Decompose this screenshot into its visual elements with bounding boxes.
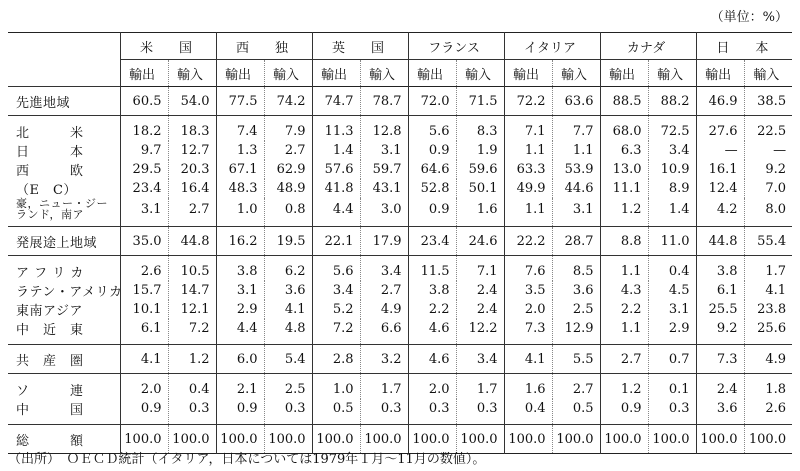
export-value: 1.1 (504, 198, 552, 227)
import-value: 100.0 (456, 425, 504, 454)
export-value: 0.4 (504, 399, 552, 425)
import-value: 1.6 (456, 198, 504, 227)
import-value: 72.5 (648, 116, 696, 142)
import-value: 3.4 (648, 141, 696, 160)
table-row (8, 227, 792, 256)
import-value: 18.3 (168, 116, 216, 142)
import-value: 71.5 (456, 87, 504, 116)
import-value: 1.7 (744, 256, 792, 282)
import-header: 輸入 (456, 60, 504, 87)
import-value: 7.1 (456, 256, 504, 282)
import-value: 11.0 (648, 227, 696, 256)
import-value: 100.0 (552, 425, 600, 454)
export-value: 2.2 (600, 300, 648, 319)
export-value: 0.9 (600, 399, 648, 425)
export-value: 0.9 (216, 399, 264, 425)
export-value: 100.0 (504, 425, 552, 454)
export-value: 1.6 (504, 374, 552, 400)
import-value: 12.2 (456, 319, 504, 345)
export-value: 10.1 (120, 300, 168, 319)
export-value: 46.9 (696, 87, 744, 116)
import-value: 44.6 (552, 179, 600, 198)
import-value: 0.8 (264, 198, 312, 227)
export-value: 1.3 (216, 141, 264, 160)
export-value: 2.0 (408, 374, 456, 400)
import-value: 50.1 (456, 179, 504, 198)
unit-note: （単位：%） (710, 10, 788, 25)
import-value: 20.3 (168, 160, 216, 179)
export-value: 1.0 (216, 198, 264, 227)
export-value: 18.2 (120, 116, 168, 142)
import-value: 3.4 (360, 256, 408, 282)
export-value: 0.9 (120, 399, 168, 425)
import-value: 44.8 (168, 227, 216, 256)
export-value: 64.6 (408, 160, 456, 179)
import-value: 2.7 (168, 198, 216, 227)
export-value: 57.6 (312, 160, 360, 179)
import-value: 17.9 (360, 227, 408, 256)
import-value: 38.5 (744, 87, 792, 116)
import-value: 19.5 (264, 227, 312, 256)
table-row (8, 300, 792, 319)
import-value: 5.5 (552, 345, 600, 374)
export-value: 0.9 (408, 141, 456, 160)
import-value: 100.0 (744, 425, 792, 454)
export-value: 2.1 (216, 374, 264, 400)
import-value: 0.1 (648, 374, 696, 400)
table-row (8, 141, 792, 160)
import-value: 5.4 (264, 345, 312, 374)
import-value: 74.2 (264, 87, 312, 116)
import-value: 2.4 (456, 281, 504, 300)
export-value: 27.6 (696, 116, 744, 142)
import-value: 53.9 (552, 160, 600, 179)
import-value: 12.1 (168, 300, 216, 319)
export-value: 1.2 (600, 374, 648, 400)
export-value: 9.2 (696, 319, 744, 345)
export-value: 0.9 (408, 198, 456, 227)
export-value: 1.1 (600, 256, 648, 282)
import-value: 2.6 (744, 399, 792, 425)
export-value: 7.3 (504, 319, 552, 345)
export-value: 12.4 (696, 179, 744, 198)
import-value: 25.6 (744, 319, 792, 345)
import-value: 16.4 (168, 179, 216, 198)
import-value: 2.7 (264, 141, 312, 160)
export-value: 63.3 (504, 160, 552, 179)
export-value: 2.9 (216, 300, 264, 319)
export-value: 3.8 (696, 256, 744, 282)
export-value: 4.6 (408, 319, 456, 345)
export-value: 1.4 (312, 141, 360, 160)
country-header: フランス (408, 33, 504, 60)
export-value: 48.3 (216, 179, 264, 198)
export-value: 11.5 (408, 256, 456, 282)
country-header: イタリア (504, 33, 600, 60)
import-value: 1.4 (648, 198, 696, 227)
import-value: 2.9 (648, 319, 696, 345)
import-value: 0.7 (648, 345, 696, 374)
export-header: 輸出 (696, 60, 744, 87)
import-value: 9.2 (744, 160, 792, 179)
import-value: 2.7 (552, 374, 600, 400)
import-value: 24.6 (456, 227, 504, 256)
import-value: 28.7 (552, 227, 600, 256)
export-value: 100.0 (120, 425, 168, 454)
row-label: 西 欧 (16, 164, 84, 179)
country-header: カナダ (600, 33, 696, 60)
export-value: 2.2 (408, 300, 456, 319)
header-corner (8, 33, 120, 87)
import-value: 2.4 (456, 300, 504, 319)
import-header: 輸入 (552, 60, 600, 87)
export-value: 100.0 (408, 425, 456, 454)
import-value: 62.9 (264, 160, 312, 179)
import-header: 輸入 (264, 60, 312, 87)
export-value: 72.0 (408, 87, 456, 116)
row-label: 日 本 (16, 145, 84, 160)
export-value: 3.8 (408, 281, 456, 300)
table-header (8, 33, 792, 87)
export-value: 1.0 (312, 374, 360, 400)
table-row (8, 374, 792, 400)
export-value: 25.5 (696, 300, 744, 319)
import-value: 100.0 (264, 425, 312, 454)
export-value: 44.8 (696, 227, 744, 256)
import-header: 輸入 (360, 60, 408, 87)
row-label: 発展途上地域 (8, 227, 120, 256)
import-value: 0.3 (360, 399, 408, 425)
export-value: 6.3 (600, 141, 648, 160)
row-label: 豪，ニュー・ジーランド，南ア (16, 197, 108, 221)
import-value: 1.8 (744, 374, 792, 400)
table-body (8, 87, 792, 454)
export-value: 2.7 (600, 345, 648, 374)
export-value: 7.1 (504, 116, 552, 142)
import-value: 59.6 (456, 160, 504, 179)
import-value: 1.9 (456, 141, 504, 160)
export-value: 88.5 (600, 87, 648, 116)
row-label: ア フ リ カ (8, 256, 120, 282)
table-row (8, 87, 792, 116)
import-value: 6.2 (264, 256, 312, 282)
export-value: 7.3 (696, 345, 744, 374)
export-value: 72.2 (504, 87, 552, 116)
import-value: 48.9 (264, 179, 312, 198)
export-header: 輸出 (504, 60, 552, 87)
import-value: 54.0 (168, 87, 216, 116)
export-value: 60.5 (120, 87, 168, 116)
import-value: 7.7 (552, 116, 600, 142)
export-header: 輸出 (408, 60, 456, 87)
export-value: — (696, 141, 744, 160)
export-value: 16.1 (696, 160, 744, 179)
import-value: 6.6 (360, 319, 408, 345)
export-value: 52.8 (408, 179, 456, 198)
export-value: 74.7 (312, 87, 360, 116)
import-value: 12.9 (552, 319, 600, 345)
import-value: 100.0 (648, 425, 696, 454)
import-header: 輸入 (744, 60, 792, 87)
export-value: 77.5 (216, 87, 264, 116)
row-label: ソ 連 (8, 374, 120, 400)
export-value: 2.8 (312, 345, 360, 374)
export-value: 0.3 (408, 399, 456, 425)
export-value: 16.2 (216, 227, 264, 256)
import-value: 3.1 (360, 141, 408, 160)
export-value: 4.4 (216, 319, 264, 345)
row-label: 中 近 東 (16, 323, 84, 338)
row-label: （E C） (16, 183, 77, 198)
trade-share-table (8, 32, 792, 454)
export-value: 22.2 (504, 227, 552, 256)
table-row (8, 160, 792, 179)
export-value: 5.6 (312, 256, 360, 282)
import-value: 7.2 (168, 319, 216, 345)
export-value: 100.0 (216, 425, 264, 454)
export-value: 4.6 (408, 345, 456, 374)
table-row (8, 345, 792, 374)
import-value: 12.8 (360, 116, 408, 142)
table-row (8, 319, 792, 345)
import-value: 63.6 (552, 87, 600, 116)
import-value: 0.4 (168, 374, 216, 400)
import-header: 輸入 (648, 60, 696, 87)
import-value: 4.5 (648, 281, 696, 300)
export-value: 4.1 (120, 345, 168, 374)
export-header: 輸出 (600, 60, 648, 87)
import-value: 7.9 (264, 116, 312, 142)
import-value: 59.7 (360, 160, 408, 179)
import-value: 1.1 (552, 141, 600, 160)
row-label: 東南アジア (16, 304, 83, 319)
table-row (8, 281, 792, 300)
import-value: 78.7 (360, 87, 408, 116)
export-value: 5.2 (312, 300, 360, 319)
export-value: 100.0 (600, 425, 648, 454)
export-value: 11.1 (600, 179, 648, 198)
export-value: 3.8 (216, 256, 264, 282)
export-value: 7.2 (312, 319, 360, 345)
export-value: 2.0 (504, 300, 552, 319)
import-value: 23.8 (744, 300, 792, 319)
import-value: 4.1 (744, 281, 792, 300)
export-value: 2.6 (120, 256, 168, 282)
export-value: 4.1 (504, 345, 552, 374)
export-value: 49.9 (504, 179, 552, 198)
row-label: 北 米 (8, 116, 120, 142)
import-value: 43.1 (360, 179, 408, 198)
export-value: 3.1 (216, 281, 264, 300)
import-value: 8.3 (456, 116, 504, 142)
export-value: 4.2 (696, 198, 744, 227)
export-value: 1.1 (600, 319, 648, 345)
export-value: 2.0 (120, 374, 168, 400)
country-header: 米 国 (120, 33, 216, 60)
export-value: 29.5 (120, 160, 168, 179)
import-value: 100.0 (168, 425, 216, 454)
import-value: 2.7 (360, 281, 408, 300)
import-value: 3.2 (360, 345, 408, 374)
import-value: 14.7 (168, 281, 216, 300)
import-value: 8.9 (648, 179, 696, 198)
import-value: 4.9 (360, 300, 408, 319)
import-value: 3.6 (552, 281, 600, 300)
country-header: 日 本 (696, 33, 792, 60)
import-value: 55.4 (744, 227, 792, 256)
import-value: 3.4 (456, 345, 504, 374)
export-value: 67.1 (216, 160, 264, 179)
country-header: 西 独 (216, 33, 312, 60)
country-header: 英 国 (312, 33, 408, 60)
import-header: 輸入 (168, 60, 216, 87)
import-value: 1.2 (168, 345, 216, 374)
export-value: 3.1 (120, 198, 168, 227)
import-value: 0.3 (264, 399, 312, 425)
table-row (8, 256, 792, 282)
table-row (8, 198, 792, 227)
import-value: 1.7 (456, 374, 504, 400)
import-value: 7.0 (744, 179, 792, 198)
table-row (8, 116, 792, 142)
import-value: 100.0 (360, 425, 408, 454)
import-value: 88.2 (648, 87, 696, 116)
export-value: 6.0 (216, 345, 264, 374)
import-value: 10.9 (648, 160, 696, 179)
import-value: 4.9 (744, 345, 792, 374)
export-value: 7.4 (216, 116, 264, 142)
export-value: 5.6 (408, 116, 456, 142)
export-value: 1.1 (504, 141, 552, 160)
import-value: 8.0 (744, 198, 792, 227)
export-value: 6.1 (696, 281, 744, 300)
import-value: — (744, 141, 792, 160)
import-value: 0.4 (648, 256, 696, 282)
export-value: 100.0 (312, 425, 360, 454)
export-header: 輸出 (312, 60, 360, 87)
import-value: 0.3 (168, 399, 216, 425)
export-value: 23.4 (120, 179, 168, 198)
table-row (8, 399, 792, 425)
import-value: 2.5 (552, 300, 600, 319)
row-label: ラテン・アメリカ (16, 285, 123, 300)
export-value: 8.8 (600, 227, 648, 256)
import-value: 3.1 (552, 198, 600, 227)
export-value: 35.0 (120, 227, 168, 256)
export-value: 3.6 (696, 399, 744, 425)
export-value: 4.4 (312, 198, 360, 227)
import-value: 3.0 (360, 198, 408, 227)
import-value: 0.5 (552, 399, 600, 425)
export-header: 輸出 (120, 60, 168, 87)
export-value: 3.5 (504, 281, 552, 300)
import-value: 0.3 (648, 399, 696, 425)
export-header: 輸出 (216, 60, 264, 87)
row-label: 総 額 (8, 425, 120, 454)
export-value: 0.5 (312, 399, 360, 425)
export-value: 9.7 (120, 141, 168, 160)
source-note: （出所） ＯＥＣＤ統計（イタリア，日本については1979年１月〜11月の数値）。 (8, 452, 486, 467)
export-value: 3.4 (312, 281, 360, 300)
row-label: 共 産 圏 (8, 345, 120, 374)
export-value: 4.3 (600, 281, 648, 300)
import-value: 10.5 (168, 256, 216, 282)
export-value: 41.8 (312, 179, 360, 198)
export-value: 23.4 (408, 227, 456, 256)
import-value: 22.5 (744, 116, 792, 142)
import-value: 4.8 (264, 319, 312, 345)
export-value: 100.0 (696, 425, 744, 454)
export-value: 15.7 (120, 281, 168, 300)
export-value: 6.1 (120, 319, 168, 345)
import-value: 1.7 (360, 374, 408, 400)
import-value: 3.6 (264, 281, 312, 300)
export-value: 2.4 (696, 374, 744, 400)
table-row (8, 179, 792, 198)
export-value: 1.2 (600, 198, 648, 227)
import-value: 8.5 (552, 256, 600, 282)
row-label: 先進地域 (8, 87, 120, 116)
import-value: 2.5 (264, 374, 312, 400)
import-value: 0.3 (456, 399, 504, 425)
row-label: 中 国 (16, 403, 84, 418)
export-value: 68.0 (600, 116, 648, 142)
import-value: 4.1 (264, 300, 312, 319)
export-value: 13.0 (600, 160, 648, 179)
import-value: 3.1 (648, 300, 696, 319)
import-value: 12.7 (168, 141, 216, 160)
export-value: 22.1 (312, 227, 360, 256)
export-value: 11.3 (312, 116, 360, 142)
export-value: 7.6 (504, 256, 552, 282)
